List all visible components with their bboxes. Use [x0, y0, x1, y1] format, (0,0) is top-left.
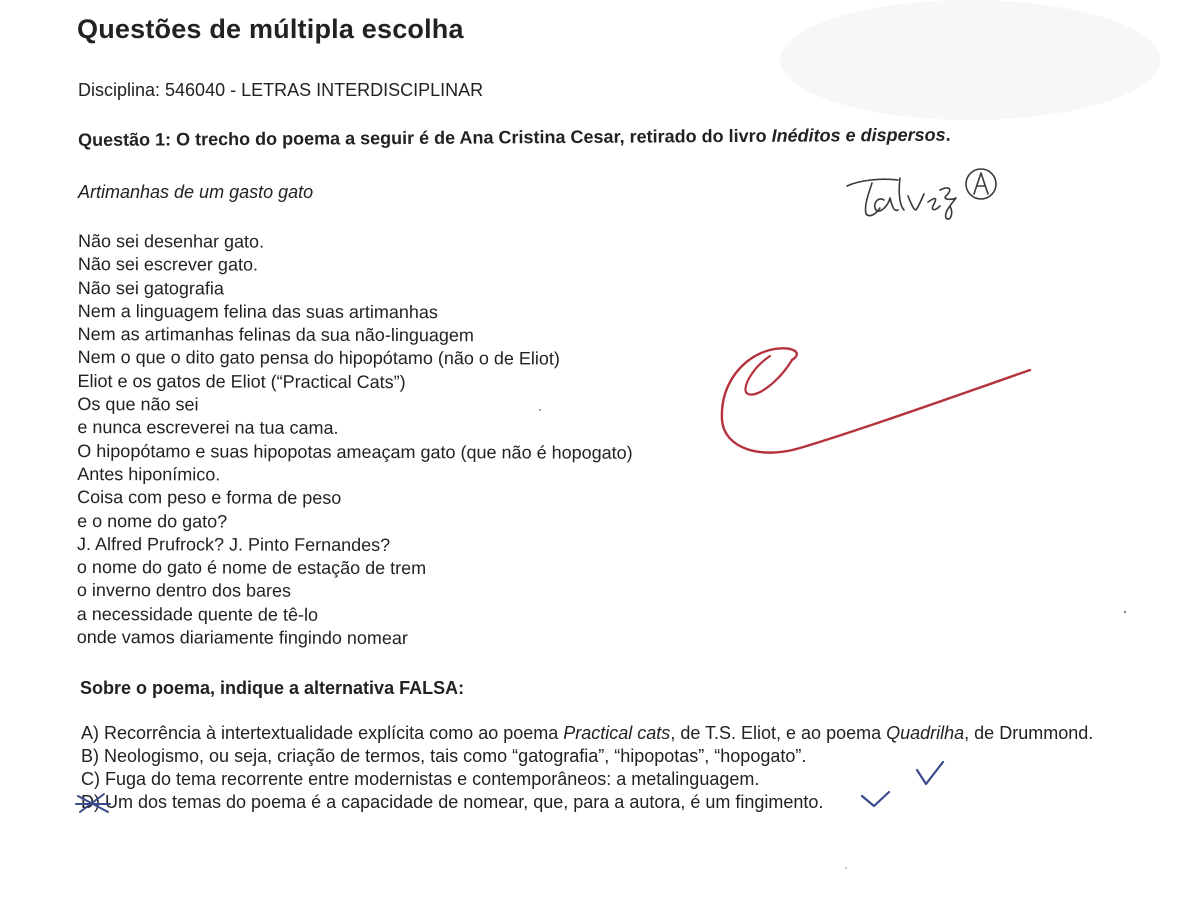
- option-c[interactable]: C) Fuga do tema recorrente entre modernistas e contemporâneos: a metalinguagem.: [81, 769, 760, 789]
- poem-line: onde vamos diariamente fingindo nomear: [76, 627, 408, 649]
- poem-title: Artimanhas de um gasto gato: [78, 182, 314, 202]
- handwritten-talvez-note: [847, 169, 996, 219]
- option-b[interactable]: B) Neologismo, ou seja, criação de termos, tais como “gatografia”, “hipopotas”, “hopogato”.: [81, 746, 807, 766]
- option-a-text-2: , de T.S. Eliot, e ao poema: [670, 723, 887, 743]
- option-a-text-1: A) Recorrência à intertextualidade explícita como ao poema: [81, 723, 564, 743]
- scan-smudge: [780, 0, 1160, 120]
- poem-line: Não sei escrever gato.: [77, 254, 259, 275]
- question-prompt: Sobre o poema, indique a alternativa FALSA:: [80, 678, 465, 698]
- page-title: Questões de múltipla escolha: [77, 14, 464, 44]
- poem-body: [77, 230, 634, 651]
- poem-line: a necessidade quente de tê-lo: [76, 603, 319, 625]
- option-a[interactable]: [81, 722, 1161, 745]
- poem-line: Nem o que o dito gato pensa do hipopótamo (não o de Eliot): [77, 347, 560, 369]
- question-heading: [78, 125, 951, 151]
- poem-line: Nem as artimanhas felinas da sua não-linguagem: [77, 324, 474, 346]
- poem-line: Não sei gatografia: [77, 277, 224, 299]
- option-d[interactable]: D) Um dos temas do poema é a capacidade de nomear, que, para a autora, é um fingimento.: [81, 792, 824, 812]
- poem-line: Antes hiponímico.: [77, 463, 221, 485]
- question-lead: Questão 1: O trecho do poema a seguir é de Ana Cristina Cesar, retirado do livro: [78, 125, 772, 150]
- answer-options: [81, 722, 1161, 814]
- poem-line: Os que não sei: [77, 394, 199, 415]
- option-a-italic-1: Practical cats: [563, 723, 671, 743]
- poem-line: o nome do gato é nome de estação de trem: [76, 557, 427, 579]
- option-a-text-3: , de Drummond.: [964, 723, 1094, 743]
- poem-line: J. Alfred Prufrock? J. Pinto Fernandes?: [76, 533, 391, 555]
- poem-line: Eliot e os gatos de Eliot (“Practical Cats”): [77, 370, 406, 392]
- book-title: Inéditos e dispersos: [771, 124, 946, 146]
- poem-line: O hipopótamo e suas hipopotas ameaçam gato (que não é hopogato): [77, 440, 633, 463]
- red-pen-mark: [722, 348, 1030, 452]
- poem-line: e o nome do gato?: [77, 510, 228, 532]
- poem-line: Coisa com peso e forma de peso: [77, 487, 342, 509]
- poem-line: e nunca escreverei na tua cama.: [77, 417, 339, 439]
- poem-line: Não sei desenhar gato.: [77, 231, 265, 252]
- discipline-line: Disciplina: 546040 - LETRAS INTERDISCIPLINAR: [78, 80, 484, 100]
- poem-line: o inverno dentro dos bares: [76, 580, 292, 602]
- poem-line: Nem a linguagem felina das suas artimanhas: [77, 300, 438, 323]
- option-a-italic-2: Quadrilha: [886, 723, 965, 743]
- question-end: .: [945, 124, 951, 145]
